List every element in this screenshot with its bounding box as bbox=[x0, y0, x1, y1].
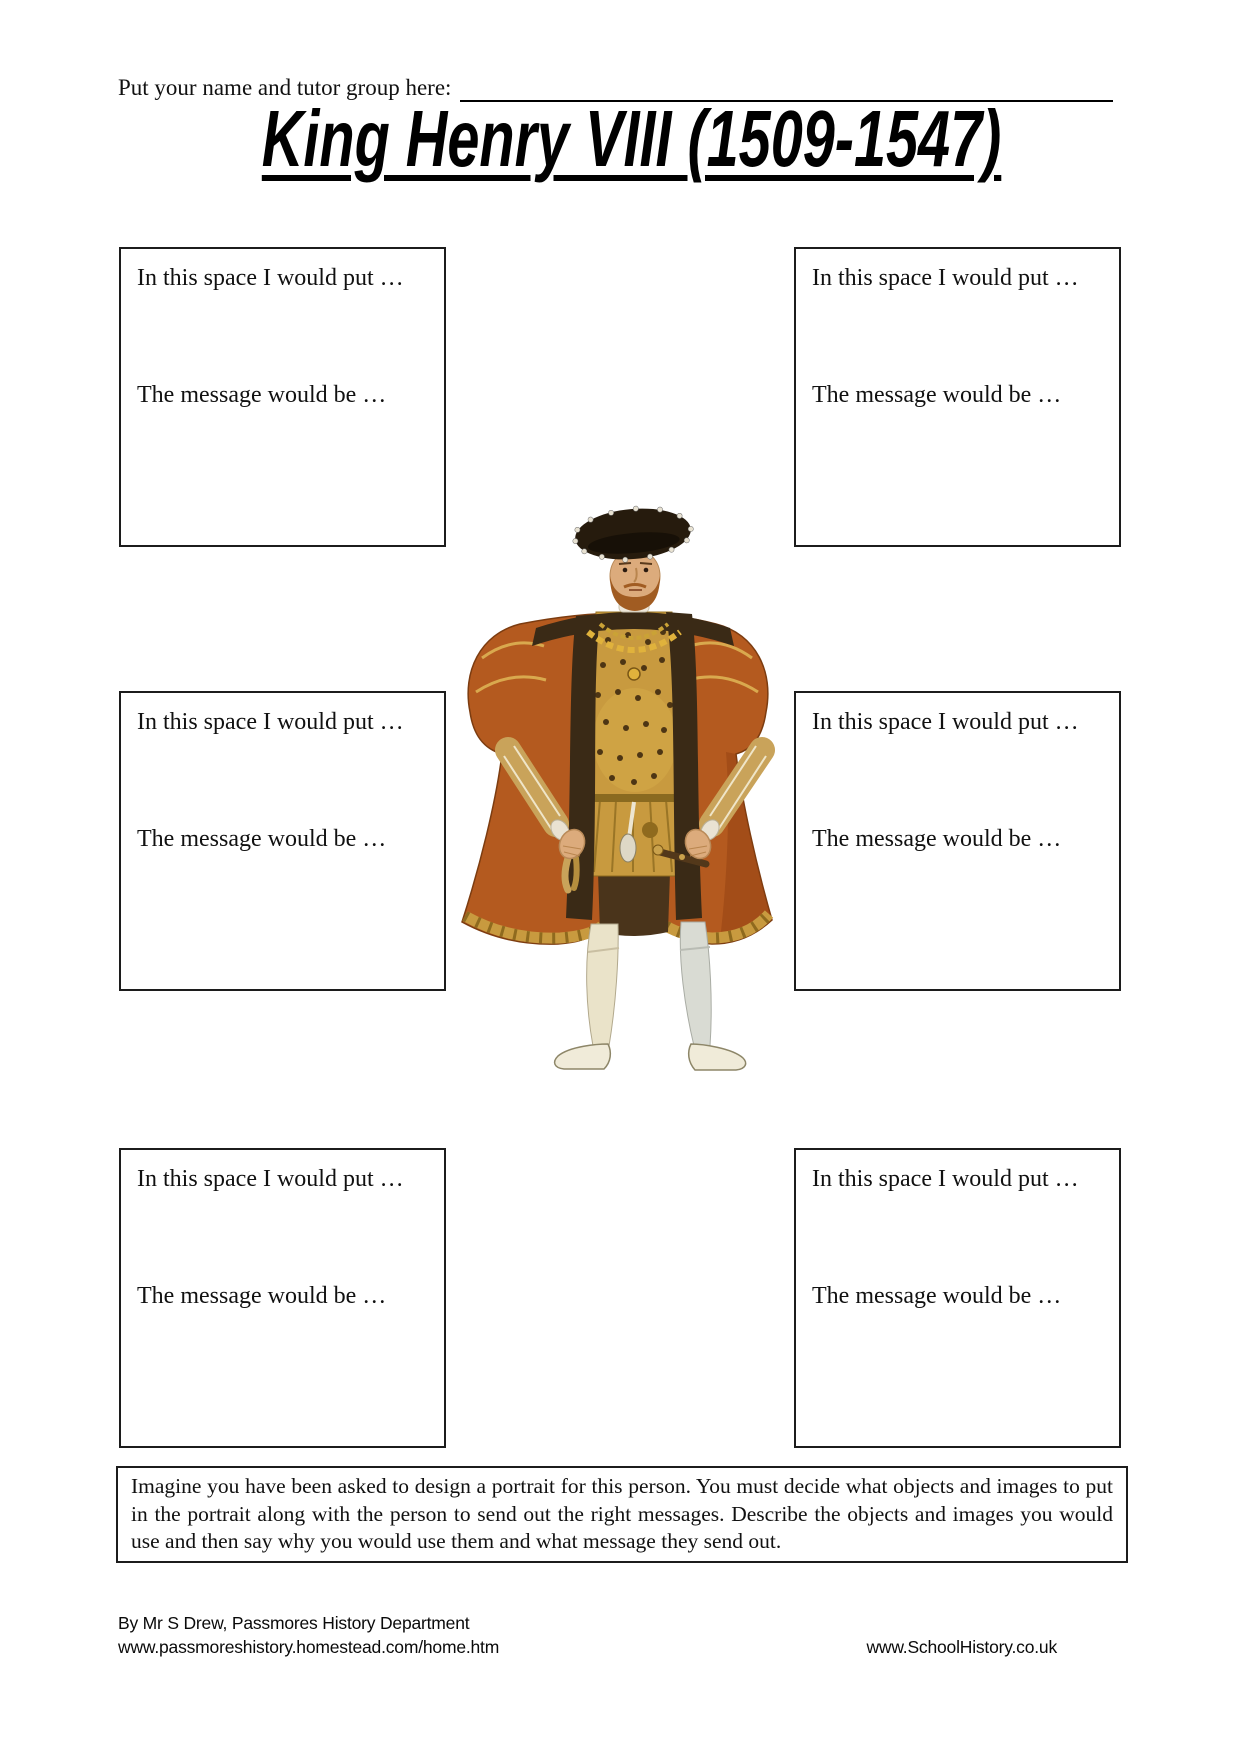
right-shoe bbox=[689, 1044, 746, 1070]
message-prompt-label: The message would be … bbox=[137, 382, 387, 408]
idea-box-bottom-right bbox=[794, 1148, 1121, 1448]
idea-box-bottom-left bbox=[119, 1148, 446, 1448]
message-prompt-label: The message would be … bbox=[812, 826, 1062, 852]
footer-url-left: www.passmoreshistory.homestead.com/home.htm bbox=[118, 1637, 500, 1657]
footer-credit-block bbox=[118, 1611, 499, 1659]
idea-box-middle-right bbox=[794, 691, 1121, 991]
object-prompt-label: In this space I would put … bbox=[137, 709, 404, 735]
message-prompt-label: The message would be … bbox=[812, 382, 1062, 408]
object-prompt-label: In this space I would put … bbox=[812, 265, 1079, 291]
idea-box-top-left bbox=[119, 247, 446, 547]
object-prompt-label: In this space I would put … bbox=[812, 1166, 1079, 1192]
title-row bbox=[118, 96, 1128, 182]
message-prompt-label: The message would be … bbox=[812, 1283, 1062, 1309]
idea-box-top-right bbox=[794, 247, 1121, 547]
message-prompt-label: The message would be … bbox=[137, 826, 387, 852]
henry-viii-portrait bbox=[448, 500, 786, 1072]
footer-credit: By Mr S Drew, Passmores History Department bbox=[118, 1613, 470, 1633]
idea-box-middle-left bbox=[119, 691, 446, 991]
name-prompt-label: Put your name and tutor group here: bbox=[118, 75, 452, 100]
message-prompt-label: The message would be … bbox=[137, 1283, 387, 1309]
instructions-box bbox=[116, 1466, 1128, 1563]
hat bbox=[570, 501, 696, 567]
footer-url-right: www.SchoolHistory.co.uk bbox=[866, 1637, 1057, 1657]
head bbox=[570, 501, 696, 612]
object-prompt-label: In this space I would put … bbox=[137, 265, 404, 291]
worksheet-title: King Henry VIII (1509-1547) bbox=[261, 94, 1002, 183]
object-prompt-label: In this space I would put … bbox=[137, 1166, 404, 1192]
left-shoe bbox=[555, 1044, 611, 1069]
object-prompt-label: In this space I would put … bbox=[812, 709, 1079, 735]
instructions-text: Imagine you have been asked to design a portrait for this person. You must decide what objects and images to put in the portrait along with the person to send out the right messages. Describe the objects and images you would use and then say why you would use them and what message they send out. bbox=[131, 1474, 1113, 1553]
